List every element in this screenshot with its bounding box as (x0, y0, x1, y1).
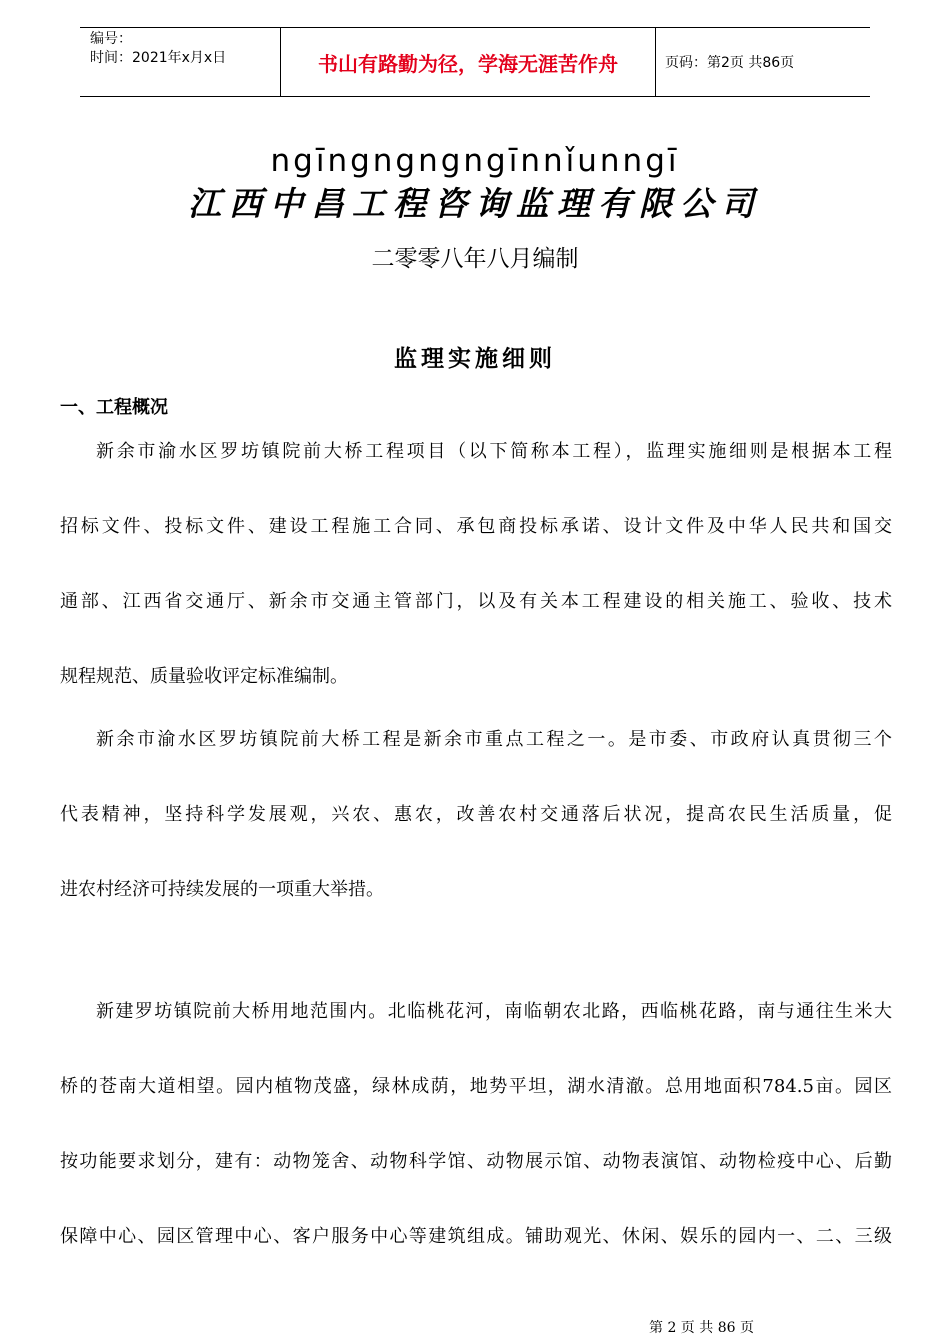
header-meta (80, 28, 280, 96)
compile-date: 二零零八年八月编制 (371, 246, 579, 272)
header-page-info: 页码：第2页 共86页 (665, 55, 795, 71)
company-name: 江西中昌工程咨询监理有限公司 (188, 184, 762, 223)
paragraph-line: 保障中心、园区管理中心、客户服务中心等建筑组成。铺助观光、休闲、娱乐的园内一、二、三级 (60, 1226, 892, 1247)
paragraph-line: 通部、江西省交通厅、新余市交通主管部门，以及有关本工程建设的相关施工、验收、技术 (60, 591, 892, 612)
paragraph-line: 按功能要求划分，建有：动物笼舍、动物科学馆、动物展示馆、动物表演馆、动物检疫中心、后勤 (60, 1151, 892, 1172)
section-heading: 一、工程概况 (60, 397, 168, 418)
paragraph-line: 规程规范、质量验收评定标准编制。 (60, 666, 348, 687)
paragraph-line: 招标文件、投标文件、建设工程施工合同、承包商投标承诺、设计文件及中华人民共和国交 (60, 516, 892, 537)
paragraph-line: 代表精神，坚持科学发展观，兴农、惠农，改善农村交通落后状况，提高农民生活质量，促 (60, 804, 892, 825)
page-footer: 第 2 页 共 86 页 (649, 1320, 754, 1336)
document-title: 监理实施细则 (394, 345, 556, 372)
paragraph-2 (60, 720, 892, 945)
paragraph-line: 新建罗坊镇院前大桥用地范围内。北临桃花河，南临朝农北路，西临桃花路，南与通往生米大 (96, 1001, 892, 1022)
paragraph-1 (60, 432, 892, 732)
paragraph-line: 进农村经济可持续发展的一项重大举措。 (60, 879, 384, 900)
paragraph-line: 新余市渝水区罗坊镇院前大桥工程是新余市重点工程之一。是市委、市政府认真贯彻三个 (96, 729, 892, 750)
header-number: 编号： (90, 31, 132, 47)
company-pinyin: ngīngngngngīnnǐunngī (270, 143, 680, 179)
page-header (80, 27, 870, 97)
header-time: 时间：2021年x月x日 (90, 50, 227, 66)
paragraph-line: 新余市渝水区罗坊镇院前大桥工程项目（以下简称本工程），监理实施细则是根据本工程 (96, 441, 892, 462)
header-motto: 书山有路勤为径，学海无涯苦作舟 (280, 28, 656, 96)
paragraph-line: 桥的苍南大道相望。园内植物茂盛，绿林成荫，地势平坦，湖水清澈。总用地面积784.5亩。园区 (60, 1076, 892, 1097)
paragraph-3 (60, 992, 892, 1292)
